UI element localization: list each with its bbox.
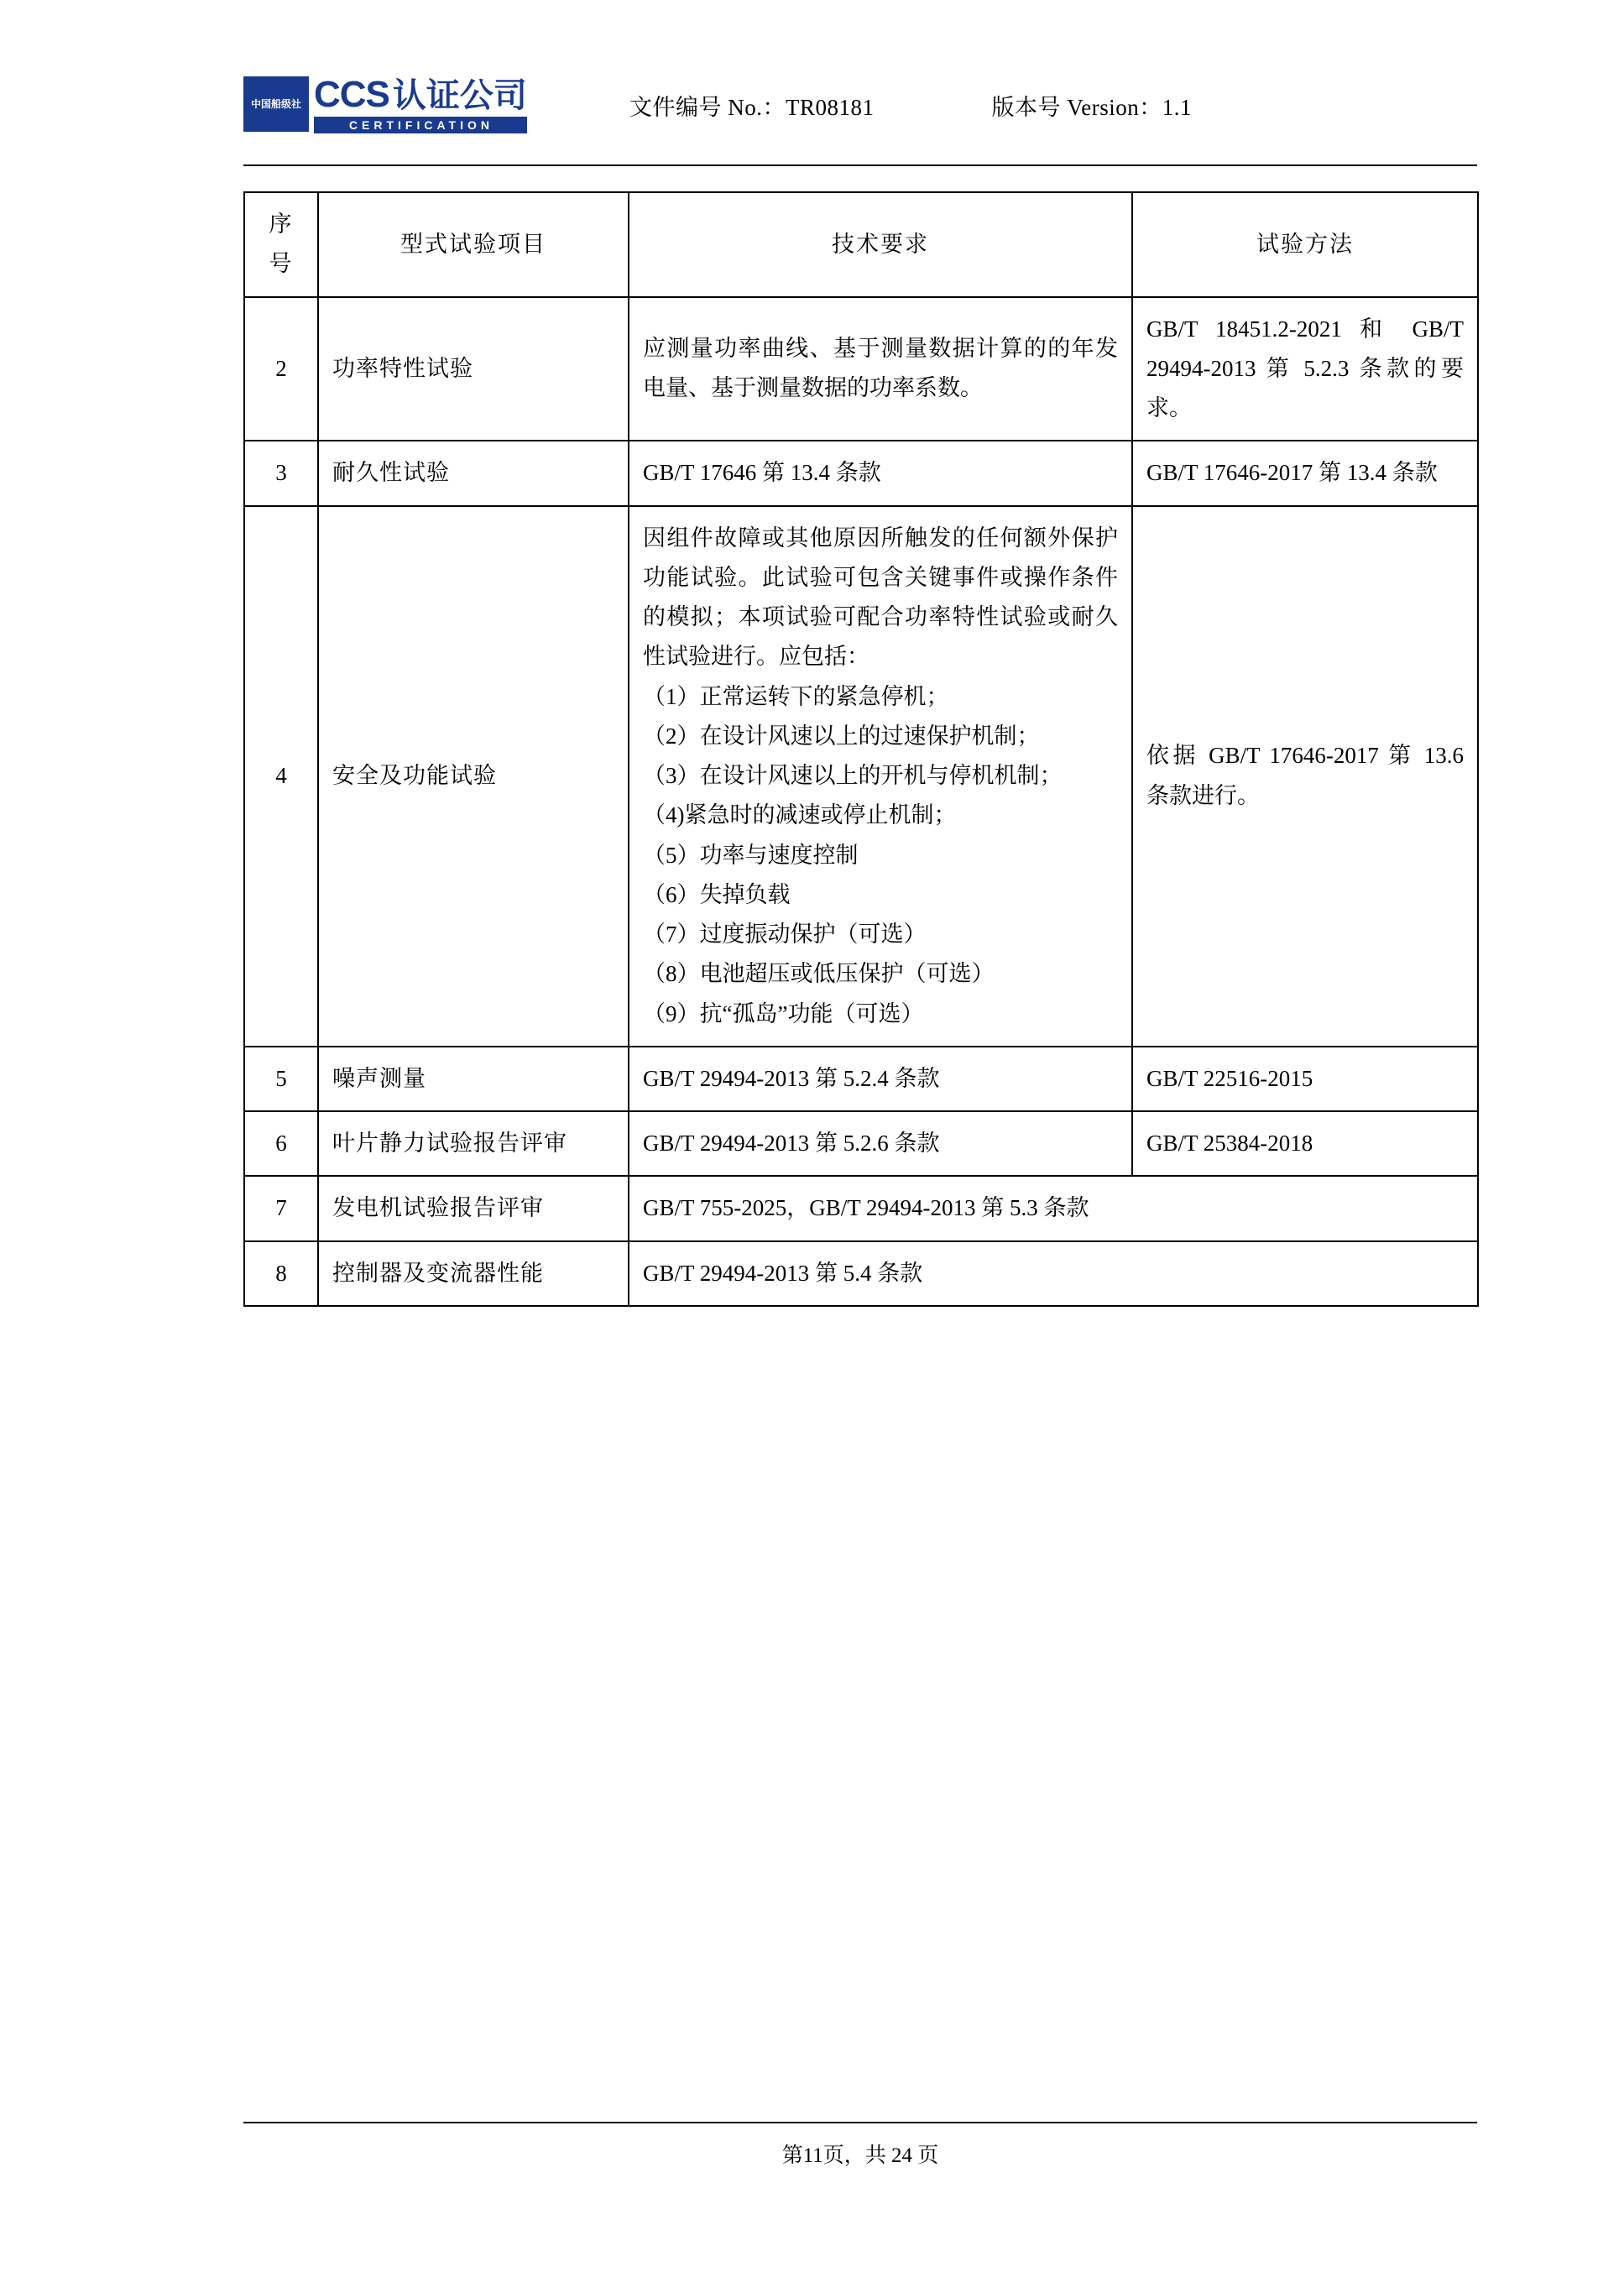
requirement-list-item: （5）功率与速度控制 [643, 842, 859, 868]
row-item: 安全及功能试验 [318, 506, 629, 1047]
row-method: GB/T 17646-2017 第 13.4 条款 [1132, 441, 1478, 505]
row-no: 4 [244, 506, 318, 1047]
row-no: 2 [244, 297, 318, 441]
logo-company-name: 认证公司 [392, 76, 527, 114]
logo-text [314, 76, 527, 133]
row-requirement-span: GB/T 29494-2013 第 5.4 条款 [629, 1241, 1478, 1306]
page-header [243, 59, 1477, 151]
row-no: 7 [244, 1176, 318, 1240]
row-item: 叶片静力试验报告评审 [318, 1111, 629, 1176]
row-requirement: GB/T 29494-2013 第 5.2.4 条款 [629, 1047, 1132, 1111]
logo-ccs-text: CCS [314, 74, 389, 115]
logo-mark-icon: 中国船级社 [243, 76, 309, 132]
page-footer: 第11页，共 24 页 [781, 2144, 939, 2167]
row-method: GB/T 25384-2018 [1132, 1111, 1478, 1176]
table-row [244, 441, 1478, 505]
requirement-list-item: （2）在设计风速以上的过速保护机制； [643, 723, 1040, 749]
table-row [244, 1176, 1478, 1240]
column-header-no [244, 192, 318, 297]
requirement-list-item: （9）抗“孤岛”功能（可选） [643, 1000, 924, 1026]
type-test-table-wrapper [243, 191, 1477, 1307]
requirement-intro: 因组件故障或其他原因所触发的任何额外保护功能试验。此试验可包含关键事件或操作条件的模拟；本项试验可配合功率特性试验或耐久性试验进行。应包括： [643, 525, 1118, 670]
table-row [244, 506, 1478, 1047]
row-method: GB/T 18451.2-2021 和 GB/T 29494-2013 第 5.2.3 条款的要求。 [1132, 297, 1478, 441]
row-requirement: GB/T 29494-2013 第 5.2.6 条款 [629, 1111, 1132, 1176]
table-row [244, 297, 1478, 441]
requirement-list-item: （6）失掉负载 [643, 881, 791, 907]
ccs-logo [243, 76, 571, 133]
requirement-list-item: （3）在设计风速以上的开机与停机机制； [643, 763, 1063, 788]
table-row [244, 1111, 1478, 1176]
row-item: 功率特性试验 [318, 297, 629, 441]
column-header-no-line2: 号 [269, 251, 294, 277]
row-method: 依据 GB/T 17646-2017 第 13.6 条款进行。 [1132, 506, 1478, 1047]
row-no: 6 [244, 1111, 318, 1176]
table-row [244, 1241, 1478, 1306]
logo-certification-text: CERTIFICATION [314, 117, 527, 133]
row-requirement: GB/T 17646 第 13.4 条款 [629, 441, 1132, 505]
document-number: 文件编号 No.：TR08181 [629, 94, 875, 120]
row-item: 控制器及变流器性能 [318, 1241, 629, 1306]
type-test-table [243, 191, 1479, 1307]
row-item: 发电机试验报告评审 [318, 1176, 629, 1240]
row-requirement: 应测量功率曲线、基于测量数据计算的的年发电量、基于测量数据的功率系数。 [629, 297, 1132, 441]
requirement-list-item: （4)紧急时的减速或停止机制； [643, 802, 957, 828]
row-no: 5 [244, 1047, 318, 1111]
table-row [244, 1047, 1478, 1111]
column-header-requirement: 技术要求 [629, 192, 1132, 297]
row-requirement [629, 506, 1132, 1047]
row-method: GB/T 22516-2015 [1132, 1047, 1478, 1111]
row-item: 耐久性试验 [318, 441, 629, 505]
table-header-row [244, 192, 1478, 297]
requirement-list-item: （1）正常运转下的紧急停机； [643, 683, 949, 709]
column-header-no-line1: 序 [269, 212, 294, 237]
logo-row-primary [314, 76, 527, 113]
column-header-method: 试验方法 [1132, 192, 1478, 297]
document-version: 版本号 Version：1.1 [991, 94, 1192, 120]
row-item: 噪声测量 [318, 1047, 629, 1111]
row-no: 3 [244, 441, 318, 505]
requirement-list-item: （8）电池超压或低压保护（可选） [643, 961, 995, 987]
row-no: 8 [244, 1241, 318, 1306]
footer-divider [243, 2122, 1477, 2123]
requirement-list-item: （7）过度振动保护（可选） [643, 922, 927, 947]
row-requirement-span: GB/T 755-2025，GB/T 29494-2013 第 5.3 条款 [629, 1176, 1478, 1240]
header-divider [243, 165, 1477, 166]
column-header-item: 型式试验项目 [318, 192, 629, 297]
